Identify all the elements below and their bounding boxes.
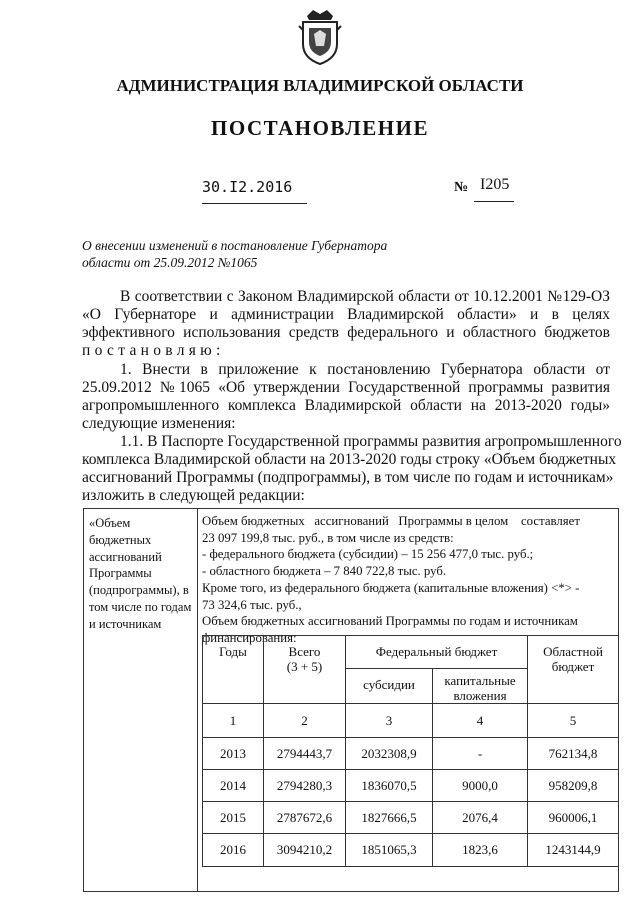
cell-total: 2794443,7 xyxy=(264,738,346,770)
text-line: Объем бюджетных ассигнований Программы в целом составляет xyxy=(202,514,580,528)
table-row xyxy=(203,738,619,770)
paragraph-line: 25.09.2012 №1065 «Об утверждении Государственной программы развития xyxy=(82,379,610,396)
label-line: ассигнований xyxy=(89,549,162,564)
paragraph-line: 1.1. В Паспорте Государственной программы развития агропромышленного xyxy=(120,433,622,450)
header-regional: Областной бюджет xyxy=(528,636,619,704)
date-underline xyxy=(202,203,307,204)
table-row xyxy=(203,834,619,867)
number-underline xyxy=(474,201,514,202)
label-line: (подпрограммы), в xyxy=(89,583,189,598)
table-row xyxy=(203,802,619,834)
column-number: 2 xyxy=(264,704,346,738)
passport-row-label xyxy=(89,515,191,633)
subject-line: О внесении изменений в постановление Губернатора xyxy=(82,238,388,253)
cell-capital: 9000,0 xyxy=(433,770,528,802)
label-line: бюджетных xyxy=(89,532,152,547)
text-line: финансирования: xyxy=(202,630,297,645)
number-sign: № xyxy=(454,180,469,195)
cell-subsidies: 1851065,3 xyxy=(346,834,433,867)
cell-capital: - xyxy=(433,738,528,770)
label-line: Программы xyxy=(89,566,152,581)
subject-line: области от 25.09.2012 №1065 xyxy=(82,255,258,270)
cell-regional: 960006,1 xyxy=(528,802,619,834)
text-line: 73 324,6 тыс. руб., xyxy=(202,597,302,612)
coat-of-arms-icon xyxy=(297,8,343,66)
cell-year: 2013 xyxy=(203,738,264,770)
paragraph-line: комплекса Владимирской области на 2013-2020 годы строку «Объем бюджетных xyxy=(82,451,617,468)
header-total-label: Всего xyxy=(288,644,321,659)
column-number-row xyxy=(203,704,619,738)
document-type: ПОСТАНОВЛЕНИЕ xyxy=(211,116,429,140)
label-line: том числе по годам xyxy=(89,599,192,614)
resolve-word: постановляю: xyxy=(82,342,225,359)
header-total xyxy=(264,636,346,704)
cell-regional: 958209,8 xyxy=(528,770,619,802)
document-subject xyxy=(82,237,387,271)
paragraph-line: 1. Внести в приложение к постановлению Губернатора области от xyxy=(120,361,610,378)
cell-subsidies: 1836070,5 xyxy=(346,770,433,802)
column-number: 3 xyxy=(346,704,433,738)
label-line: «Объем xyxy=(89,516,131,530)
cell-subsidies: 2032308,9 xyxy=(346,738,433,770)
text-line: - федерального бюджета (субсидии) – 15 256 477,0 тыс. руб.; xyxy=(202,547,534,562)
cell-year: 2014 xyxy=(203,770,264,802)
passport-column-divider xyxy=(197,508,198,892)
paragraph-line: ассигнований Программы (подпрограммы), в том числе по годам и источникам» xyxy=(82,469,614,486)
column-number: 4 xyxy=(433,704,528,738)
paragraph-line: В соответствии с Законом Владимирской области от 10.12.2001 №129-ОЗ xyxy=(120,288,610,305)
column-number: 5 xyxy=(528,704,619,738)
header-federal: Федеральный бюджет xyxy=(346,636,528,669)
cell-subsidies: 1827666,5 xyxy=(346,802,433,834)
cell-total: 2794280,3 xyxy=(264,770,346,802)
cell-regional: 762134,8 xyxy=(528,738,619,770)
cell-regional: 1243144,9 xyxy=(528,834,619,867)
header-total-formula: (3 + 5) xyxy=(286,659,323,674)
cell-year: 2016 xyxy=(203,834,264,867)
text-line: 23 097 199,8 тыс. руб., в том числе из средств: xyxy=(202,530,454,545)
text-line: Объем бюджетных ассигнований Программы по годам и источникам xyxy=(202,614,578,629)
cell-capital: 1823,6 xyxy=(433,834,528,867)
header-capital: капитальные вложения xyxy=(433,669,528,704)
cell-total: 2787672,6 xyxy=(264,802,346,834)
header-years: Годы xyxy=(203,636,264,704)
cell-total: 3094210,2 xyxy=(264,834,346,867)
organization-name: АДМИНИСТРАЦИЯ ВЛАДИМИРСКОЙ ОБЛАСТИ xyxy=(116,76,524,95)
paragraph-line: «О Губернаторе и администрации Владимирской области» и в целях xyxy=(82,306,610,323)
label-line: и источникам xyxy=(89,616,162,631)
cell-capital: 2076,4 xyxy=(433,802,528,834)
paragraph-line: следующие изменения: xyxy=(82,415,236,432)
cell-year: 2015 xyxy=(203,802,264,834)
passport-row-text xyxy=(202,513,580,647)
paragraph-line: эффективного использования средств федерального и областного бюджетов xyxy=(82,324,610,341)
text-line: - областного бюджета – 7 840 722,8 тыс. руб. xyxy=(202,564,447,579)
paragraph-line: агропромышленного комплекса Владимирской области на 2013-2020 годы» xyxy=(82,397,610,414)
budget-table xyxy=(202,635,619,867)
table-row xyxy=(203,770,619,802)
column-number: 1 xyxy=(203,704,264,738)
document-number: I205 xyxy=(480,176,510,193)
header-subsidies: субсидии xyxy=(346,669,433,704)
paragraph-line: изложить в следующей редакции: xyxy=(82,487,305,504)
document-date: 30.I2.2016 xyxy=(202,178,293,196)
text-line: Кроме того, из федерального бюджета (капитальные вложения) <*> - xyxy=(202,580,580,595)
